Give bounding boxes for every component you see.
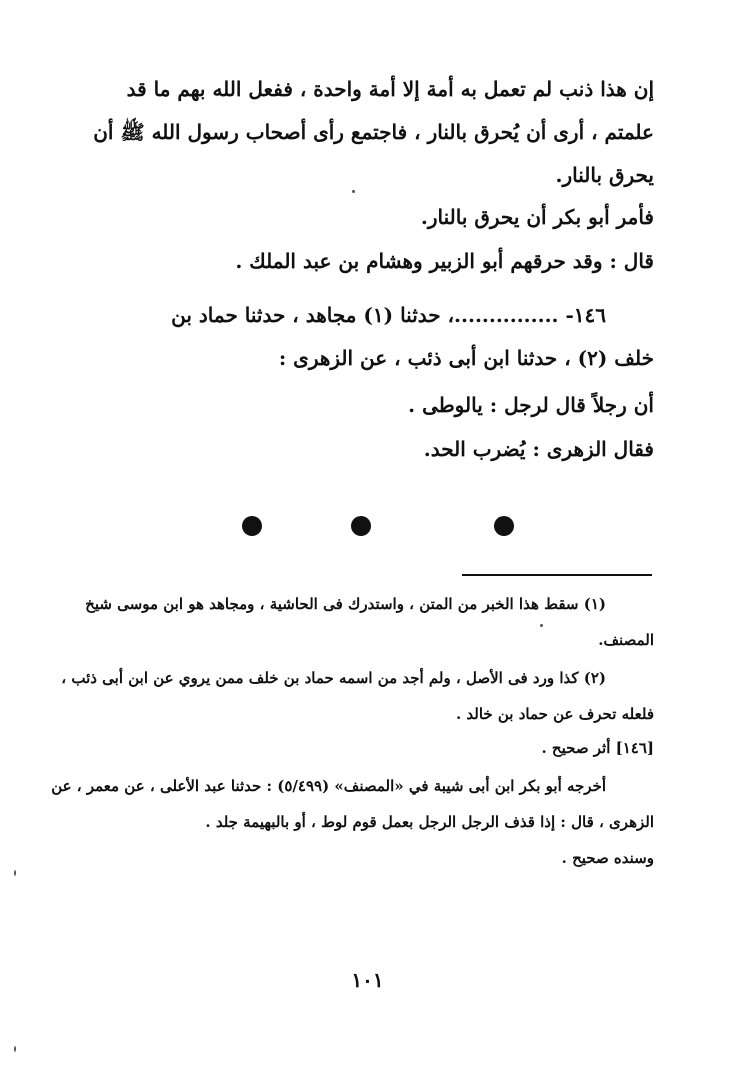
text-line: فقال الزهرى : يُضرب الحد. <box>423 437 654 461</box>
separator-dot <box>351 516 371 536</box>
takhrij-line: الزهرى ، قال : إذا قذف الرجل الرجل بعمل قوم لوط ، أو بالبهيمة جلد . <box>205 813 654 831</box>
text-line: إن هذا ذنب لم تعمل به أمة إلا أمة واحدة ، ففعل الله بهم ما قد <box>126 77 654 101</box>
footnote-2 <box>61 660 654 732</box>
paragraph-order <box>82 196 702 239</box>
scan-speck <box>352 190 355 193</box>
scan-speck <box>14 870 16 876</box>
text-line: خلف (٢) ، حدثنا ابن أبى ذئب ، عن الزهرى : <box>278 346 654 370</box>
separator-dot <box>494 516 514 536</box>
takhrij <box>51 768 654 840</box>
footnote-line: (١) سقط هذا الخبر من المتن ، واستدرك فى الحاشية ، ومجاهد هو ابن موسى شيخ <box>85 595 606 613</box>
scan-speck <box>14 1046 16 1052</box>
hadith-146-chain <box>82 294 654 380</box>
isnad-note <box>82 840 702 876</box>
footnote-line: المصنف. <box>598 631 654 649</box>
page-number: ١٠١ <box>351 968 384 992</box>
text-line: قال : وقد حرقهم أبو الزبير وهشام بن عبد الملك . <box>235 249 654 273</box>
text-line: ١٤٦- ...............، حدثنا (١) مجاهد ، حدثنا حماد بن <box>171 303 606 327</box>
scan-speck <box>540 624 543 627</box>
text-line: أن رجلاً قال لرجل : يالوطى . <box>408 393 654 417</box>
text-line: علمتم ، أرى أن يُحرق بالنار ، فاجتمع رأى أصحاب رسول الله ﷺ أن <box>93 120 654 144</box>
text-line: يحرق بالنار. <box>555 163 654 187</box>
separator-dot <box>242 516 262 536</box>
footnote-line: (٢) كذا ورد فى الأصل ، ولم أجد من اسمه حماد بن خلف ممن يروي عن ابن أبى ذئب ، <box>61 669 606 687</box>
paragraph-insult <box>82 384 702 427</box>
takhrij-line: أخرجه أبو بكر ابن أبى شيبة في «المصنف» (٥/٤٩٩) : حدثنا عبد الأعلى ، عن معمر ، عن <box>51 777 606 795</box>
footnote-rule <box>462 574 652 576</box>
hadith-grade <box>82 730 702 766</box>
footnote-1 <box>82 586 654 658</box>
paragraph-ruling <box>82 428 702 471</box>
paragraph-burned <box>82 240 702 283</box>
footnote-line: فلعله تحرف عن حماد بن خالد . <box>455 705 654 723</box>
paragraph-opening <box>82 68 654 197</box>
section-separator <box>0 516 735 536</box>
grade-line: [١٤٦] أثر صحيح . <box>541 739 654 757</box>
isnad-line: وسنده صحيح . <box>561 849 654 867</box>
text-line: فأمر أبو بكر أن يحرق بالنار. <box>420 205 654 229</box>
